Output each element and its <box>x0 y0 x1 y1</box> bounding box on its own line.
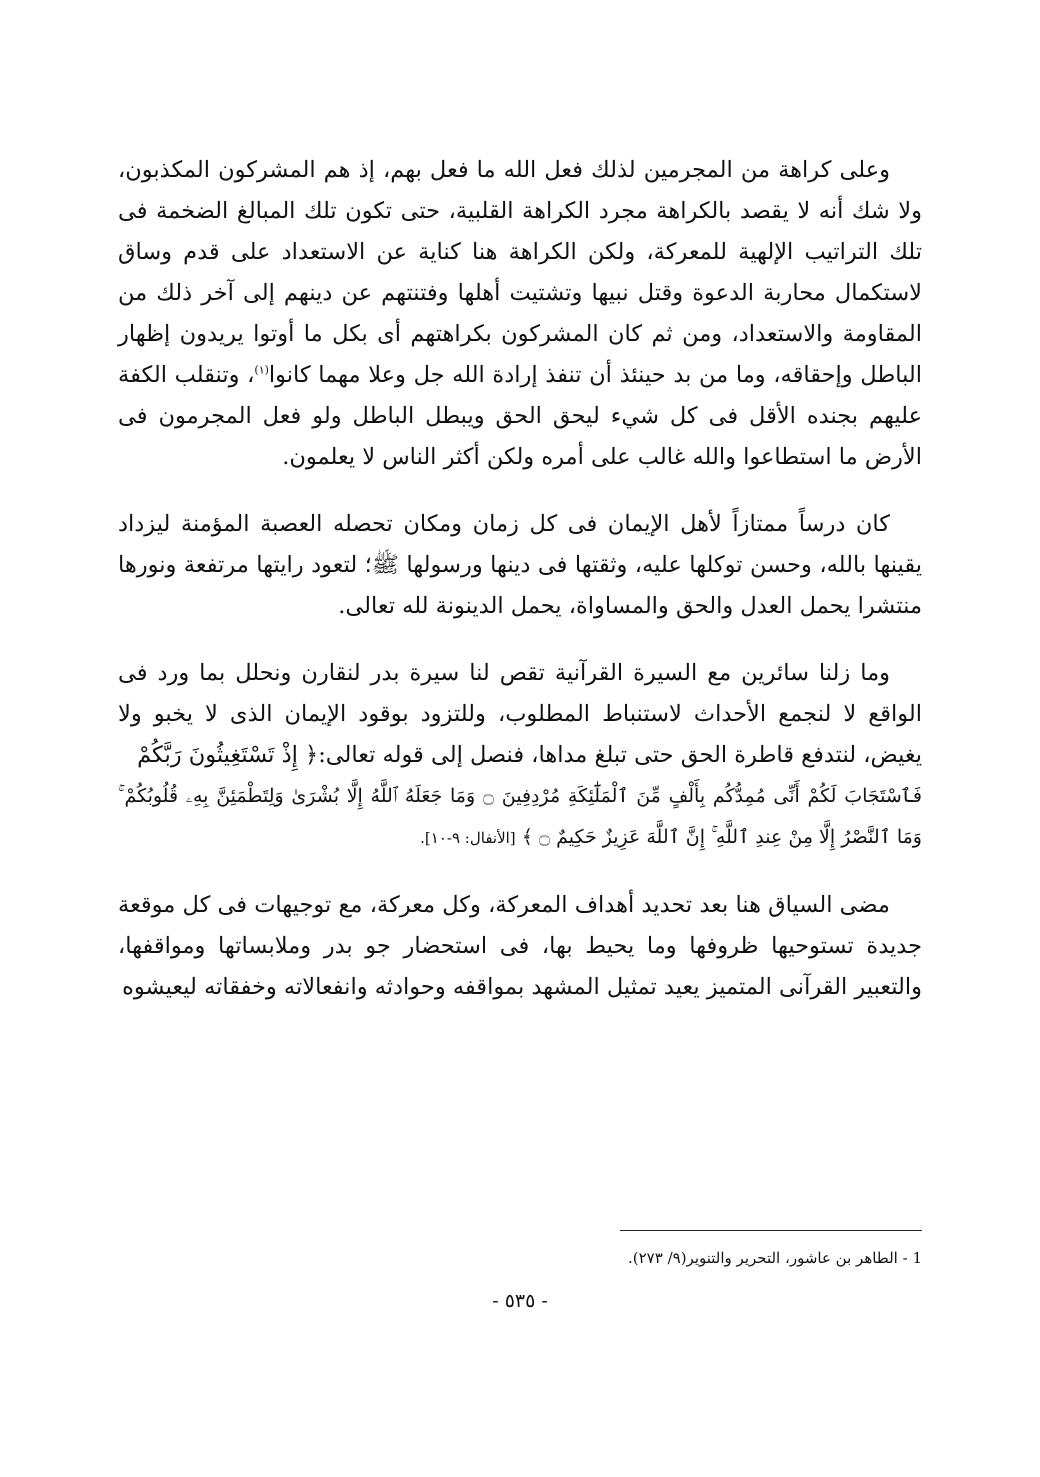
body-text <box>118 150 922 1034</box>
footnote-reference-1: (١) <box>254 363 269 377</box>
quran-verse-line-2-text: وَمَا ٱلنَّصْرُ إِلَّا مِنْ عِندِ ٱللَّهِ ۚ إِنَّ ٱللَّهَ عَزِيزٌ حَكِيمٌ ۝ ﴾ <box>521 826 922 848</box>
quran-verse-line-1: فَٱسْتَجَابَ لَكُمْ أَنِّى مُمِدُّكُم بِأَلْفٍ مِّنَ ٱلْمَلَٰٓئِكَةِ مُرْدِفِينَ ۝ وَمَا جَعَلَهُ ٱللَّهُ إِلَّا بُشْرَىٰ وَلِتَطْمَئِنَّ بِهِۦ قُلُوبُكُمْ ۚ <box>118 785 922 807</box>
page-number: - ٥٣٥ - <box>492 1290 548 1312</box>
paragraph-3-intro: وما زلنا سائرين مع السيرة القرآنية تقص لنا سيرة بدر لنقارن ونحلل بما ورد فى الواقع لا لنجمع الأحداث لاستنباط المطلوب، وللتزود بوقود الإيمان الذى لا يخبو ولا يغيض، لنتدفع قاطرة الحق حتى تبلغ مداها، فنصل إلى قوله تعالى:﴿ إِذْ تَسْتَغِيثُونَ رَبَّكُمْ <box>118 660 922 768</box>
paragraph-1-text: وعلى كراهة من المجرمين لذلك فعل الله ما فعل بهم، إذ هم المشركون المكذبون، ولا شك أنه لا يقصد بالكراهة مجرد الكراهة القلبية، حتى تكون تلك المبالغ الضخمة فى تلك التراتيب الإلهية للمعركة، ولكن الكراهة هنا كناية عن الاستعداد على قدم وساق لاستكمال محاربة الدعوة وقتل نبيها وتشتيت أهلها وفتنتهم عن دينهم إلى آخر ذلك من المقاومة والاستعداد، ومن ثم كان المشركون بكراهتهم أى بكل ما أوتوا يريدون إظهار الباطل وإحقاقه، وما من بد حينئذ أن تنفذ إرادة الله جل وعلا مهما كانوا <box>118 157 922 388</box>
paragraph-2: كان درساً ممتازاً لأهل الإيمان فى كل زمان ومكان تحصله العصبة المؤمنة ليزداد يقينها بالله، وحسن توكلها عليه، وثقتها فى دينها ورسولها ﷺ؛ لتعود رايتها مرتفعة ونورها منتشرا يحمل العدل والحق والمساواة، يحمل الدينونة لله تعالى. <box>118 511 922 619</box>
quran-verse-line-2 <box>118 817 922 859</box>
verse-reference: [الأنفال: ٩-١٠]. <box>420 829 516 847</box>
footnote-separator <box>620 1230 922 1231</box>
paragraph-4: مضى السياق هنا بعد تحديد أهداف المعركة، وكل معركة، مع توجيهات فى كل موقعة جديدة تستوحيها ظروفها وما يحيط بها، فى استحضار جو بدر وملابساتها ومواقفها، والتعبير القرآنى المتميز يعيد تمثيل المشهد بمواقفه وحوادثه وانفعالاته وخفقاته ليعيشوه <box>118 892 922 1000</box>
paragraph-1-tail: ، وتنقلب الكفة عليهم بجنده الأقل فى كل شيء ليحق الحق ويبطل الباطل ولو فعل المجرمون فى الأرض ما استطاعوا والله غالب على أمره ولكن أكثر الناس لا يعلمون. <box>118 362 922 470</box>
paragraph-1 <box>118 150 922 478</box>
footnote: 1 - الطاهر بن عاشور، التحرير والتنوير(٩/ ٢٧٣). <box>628 1249 922 1267</box>
paragraph-3 <box>118 653 922 859</box>
